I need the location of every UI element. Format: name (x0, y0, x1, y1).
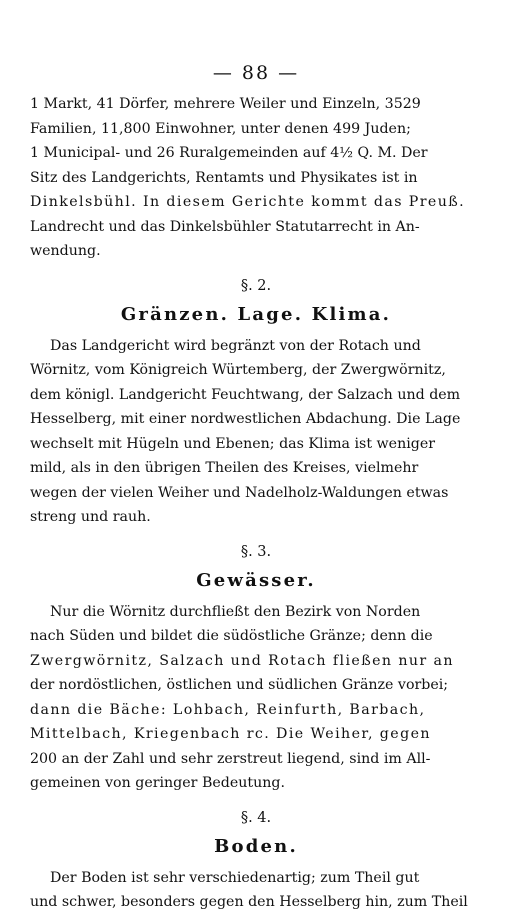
section-2-heading: Gränzen. Lage. Klima. (120, 303, 392, 325)
section-3-heading: Gewässer. (196, 569, 316, 591)
intro-paragraph (30, 92, 482, 264)
text-line: wegen der vielen Weiher und Nadelholz-Waldungen etwas (30, 484, 449, 501)
section-3-number: §. 3. (240, 543, 272, 560)
page-number: — 88 — (212, 62, 300, 84)
text-line: wendung. (30, 243, 101, 259)
section-3-paragraph (30, 600, 482, 796)
section-2-number: §. 2. (240, 277, 272, 294)
text-line: Dinkelsbühl. In diesem Gerichte kommt das Preuß. (30, 194, 466, 210)
text-line: Nur die Wörnitz durchfließt den Bezirk von Norden (50, 603, 421, 620)
section-4-heading: Boden. (214, 835, 298, 857)
text-line: dann die Bäche: Lohbach, Reinfurth, Barbach, (30, 701, 426, 718)
text-line: streng und rauh. (30, 509, 151, 525)
text-line: Wörnitz, vom Königreich Würtemberg, der Zwergwörnitz, (30, 362, 446, 378)
text-line: Zwergwörnitz, Salzach und Rotach fließen nur an (30, 652, 454, 669)
text-line: Landrecht und das Dinkelsbühler Statutarrecht in An- (30, 218, 420, 235)
text-line: dem königl. Landgericht Feuchtwang, der Salzach und dem (30, 386, 461, 403)
text-line: Sitz des Landgerichts, Rentamts und Physikates ist in (30, 169, 418, 186)
text-line: und schwer, besonders gegen den Hesselberg hin, zum Theil (30, 894, 468, 910)
text-line: Das Landgericht wird begränzt von der Rotach und (50, 337, 421, 354)
text-line: wechselt mit Hügeln und Ebenen; das Klima ist weniger (30, 435, 436, 452)
section-4-number: §. 4. (240, 809, 272, 826)
text-line: Familien, 11,800 Einwohner, unter denen 499 Juden; (30, 120, 411, 137)
text-line: Der Boden ist sehr verschiedenartig; zum Theil gut (50, 869, 420, 886)
section-2-paragraph (30, 334, 482, 530)
text-line: gemeinen von geringer Bedeutung. (30, 775, 285, 791)
text-line: Mittelbach, Kriegenbach rc. Die Weiher, gegen (30, 726, 431, 742)
text-line: 200 an der Zahl und sehr zerstreut liegend, sind im All- (30, 750, 431, 767)
text-line: mild, als in den übrigen Theilen des Kreises, vielmehr (30, 460, 419, 476)
section-4-paragraph (30, 866, 482, 915)
text-line: nach Süden und bildet die südöstliche Gränze; denn die (30, 628, 433, 644)
text-line: 1 Municipal- und 26 Ruralgemeinden auf 4½ Q. M. Der (30, 145, 428, 161)
text-line: Hesselberg, mit einer nordwestlichen Abdachung. Die Lage (30, 411, 461, 427)
text-line: der nordöstlichen, östlichen und südlichen Gränze vorbei; (30, 677, 449, 693)
text-line: 1 Markt, 41 Dörfer, mehrere Weiler und Einzeln, 3529 (30, 96, 421, 112)
